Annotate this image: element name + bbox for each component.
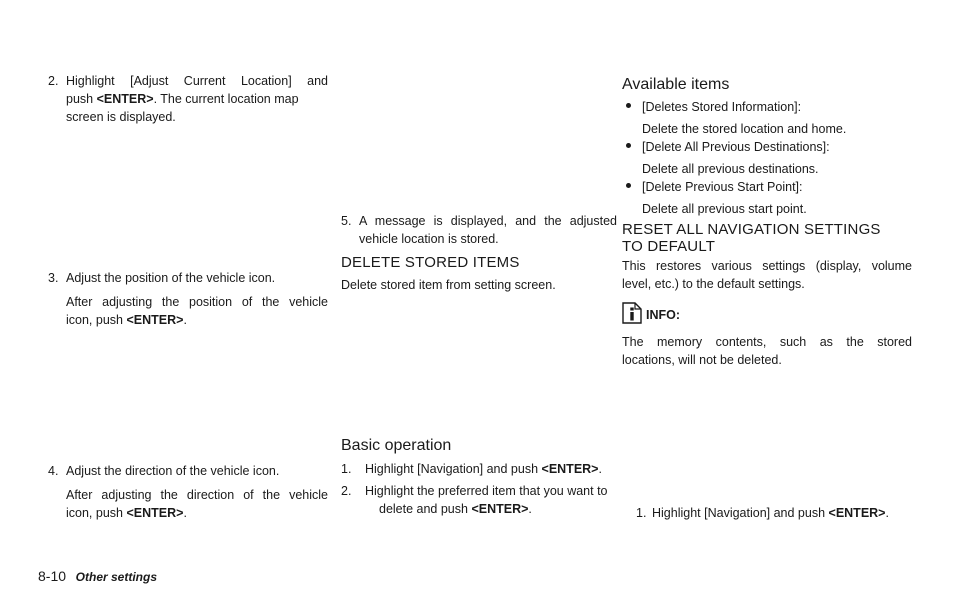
enter-key: <ENTER> — [96, 92, 154, 106]
basic-step-2 — [341, 482, 617, 518]
info-label: INFO: — [646, 308, 681, 322]
step-number: 3. — [48, 271, 59, 285]
step-text: Adjust the direction of the vehicle icon. — [66, 464, 280, 478]
subsection-heading: Basic operation — [341, 437, 452, 454]
step-text: Highlight [Navigation] and push — [365, 462, 542, 476]
enter-key: <ENTER> — [126, 313, 184, 327]
section-text: Delete stored item from setting screen. — [341, 278, 556, 292]
reset-text-line: level, etc.) to the default settings. — [622, 277, 805, 291]
enter-key: <ENTER> — [471, 502, 529, 516]
step-text: After adjusting the direction of the vehicle — [66, 488, 328, 502]
reset-step-1 — [636, 504, 936, 522]
item-title: [Delete Previous Start Point]: — [642, 180, 803, 194]
step-3 — [48, 269, 328, 329]
enter-key: <ENTER> — [541, 462, 599, 476]
step-number: 2. — [48, 74, 59, 88]
info-icon — [622, 302, 642, 324]
bullet-icon — [626, 183, 631, 188]
enter-key: <ENTER> — [828, 506, 886, 520]
reset-heading-line-1: RESET ALL NAVIGATION SETTINGS — [622, 221, 881, 238]
step-text: Highlight [Navigation] and push — [652, 506, 829, 520]
step-number: 4. — [48, 464, 59, 478]
item-desc: Delete all previous destinations. — [642, 162, 819, 176]
enter-key: <ENTER> — [126, 506, 184, 520]
step-5 — [341, 212, 617, 248]
step-text: . — [598, 462, 602, 476]
item-title: [Delete All Previous Destinations]: — [642, 140, 830, 154]
step-text: vehicle location is stored. — [359, 232, 499, 246]
column-2 — [341, 0, 617, 611]
available-item-2 — [626, 138, 916, 178]
available-item-3 — [626, 178, 916, 218]
reset-heading-line-2: TO DEFAULT — [622, 238, 716, 255]
step-number: 2. — [341, 484, 352, 498]
step-text: . The current location map — [153, 92, 299, 106]
reset-text — [622, 257, 912, 293]
step-number: 5. — [341, 214, 352, 228]
step-text: . — [183, 313, 187, 327]
step-text: A message is displayed, and the adjusted — [359, 214, 617, 228]
step-text: After adjusting the position of the vehicle — [66, 295, 328, 309]
step-text: icon, push — [66, 506, 127, 520]
step-text: icon, push — [66, 313, 127, 327]
step-2 — [48, 72, 328, 126]
info-text-line: The memory contents, such as the stored — [622, 335, 912, 349]
available-item-1 — [626, 98, 916, 138]
step-text: push — [66, 92, 97, 106]
bullet-icon — [626, 103, 631, 108]
step-number: 1. — [636, 506, 647, 520]
page-footer — [38, 568, 157, 584]
section-heading: DELETE STORED ITEMS — [341, 254, 520, 271]
info-text-line: locations, will not be deleted. — [622, 353, 782, 367]
item-desc: Delete all previous start point. — [642, 202, 807, 216]
section-title: Other settings — [75, 570, 158, 584]
basic-step-1 — [341, 460, 621, 478]
step-text: Adjust the position of the vehicle icon. — [66, 271, 276, 285]
step-text: Highlight [Adjust Current Location] and — [66, 74, 328, 88]
step-text: . — [885, 506, 889, 520]
step-number: 1. — [341, 462, 352, 476]
step-text: . — [528, 502, 532, 516]
page-number: 8-10 — [38, 568, 67, 584]
step-text: Highlight the preferred item that you want to — [365, 484, 608, 498]
bullet-icon — [626, 143, 631, 148]
step-text: delete and push — [379, 502, 472, 516]
step-text: . — [183, 506, 187, 520]
reset-heading — [622, 221, 881, 255]
item-desc: Delete the stored location and home. — [642, 122, 847, 136]
step-text: screen is displayed. — [66, 110, 176, 124]
item-title: [Deletes Stored Information]: — [642, 100, 802, 114]
reset-text-line: This restores various settings (display, volume — [622, 259, 912, 273]
step-4 — [48, 462, 328, 522]
subsection-heading: Available items — [622, 76, 730, 93]
